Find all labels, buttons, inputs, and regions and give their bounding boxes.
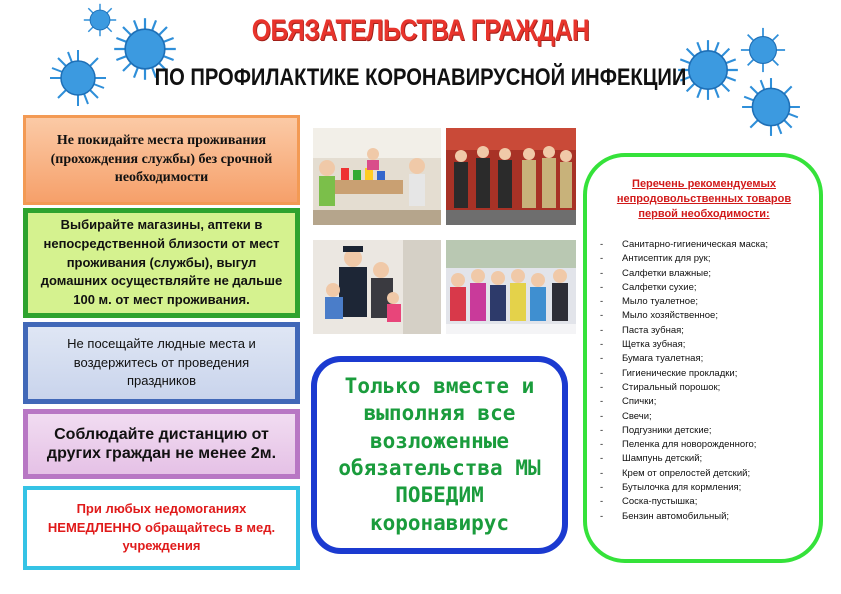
list-item [600, 338, 815, 352]
list-item [600, 467, 815, 481]
photo-cadets-parade [446, 128, 576, 225]
rule-text: Соблюдайте дистанцию от других граждан не менее 2м. [46, 425, 277, 462]
rule-stay-home [23, 115, 300, 205]
bullet-dash: - [600, 310, 604, 322]
list-item-text: Бутылочка для кормления; [622, 482, 742, 494]
list-item-text: Пеленка для новорожденного; [622, 439, 757, 451]
bullet-dash: - [600, 467, 604, 479]
list-item [600, 495, 815, 509]
list-item [600, 395, 815, 409]
rule-text: Не посещайте людные места и воздержитесь от проведения праздников [67, 335, 256, 389]
bullet-dash: - [600, 439, 604, 451]
list-item-text: Салфетки сухие; [622, 281, 697, 293]
list-item-text: Стиральный порошок; [622, 381, 721, 393]
bullet-dash: - [600, 424, 604, 436]
photo-children-group [446, 240, 576, 334]
bullet-dash: - [600, 239, 604, 250]
goods-list-title: Перечень рекомендуемых непродовольственных товаров первой необходимости: [616, 178, 792, 220]
bullet-dash: - [600, 510, 604, 522]
list-item-text: Спички; [622, 396, 657, 408]
list-item [600, 452, 815, 466]
rule-text: Выбирайте магазины, аптеки в непосредственной близости от мест проживания (службы), выгул домашних осуществляйте не дальше 100 м. от мест проживания. [40, 216, 283, 308]
rule-text: При любых недомоганиях НЕМЕДЛЕННО обращайтесь в мед. учреждения [47, 500, 276, 554]
list-item-text: Свечи; [622, 410, 652, 422]
bullet-dash: - [600, 253, 604, 265]
list-item [600, 510, 815, 524]
photo-children-playing [313, 128, 441, 225]
list-item [600, 381, 815, 395]
list-item [600, 481, 815, 495]
page-subtitle: ПО ПРОФИЛАКТИКЕ КОРОНАВИРУСНОЙ ИНФЕКЦИИ [154, 64, 687, 91]
slogan-text: Только вместе и выполняя все возложенные обязательства МЫ ПОБЕДИМ коронавирус [338, 374, 541, 535]
bullet-dash: - [600, 324, 604, 336]
page-title: ОБЯЗАТЕЛЬСТВА ГРАЖДАН [251, 14, 590, 47]
rule-avoid-crowds [23, 322, 300, 404]
list-item [600, 410, 815, 424]
bullet-dash: - [600, 367, 604, 379]
list-item [600, 281, 815, 295]
list-item [600, 295, 815, 309]
list-item [600, 252, 815, 266]
list-item-text: Шампунь детский; [622, 453, 703, 465]
list-item-text: Подгузники детские; [622, 424, 712, 436]
bullet-dash: - [600, 410, 604, 422]
rule-nearby-shops [23, 208, 300, 318]
list-item-text: Бензин автомобильный; [622, 510, 730, 522]
rule-text: Не покидайте места проживания (прохождения службы) без срочной необходимости [50, 132, 273, 186]
photo-officer-with-family [313, 240, 441, 334]
bullet-dash: - [600, 353, 604, 365]
bullet-dash: - [600, 453, 604, 465]
list-item-text: Соска-пустышка; [622, 496, 698, 508]
bullet-dash: - [600, 296, 604, 308]
list-item-text: Салфетки влажные; [622, 267, 712, 279]
list-item-text: Бумага туалетная; [622, 353, 704, 365]
list-item [600, 324, 815, 338]
list-item-text: Санитарно-гигиеническая маска; [622, 239, 768, 250]
bullet-dash: - [600, 496, 604, 508]
list-item [600, 309, 815, 323]
rule-seek-medical-help [23, 486, 300, 570]
list-item-text: Паста зубная; [622, 324, 684, 336]
list-item [600, 438, 815, 452]
rule-keep-distance [23, 409, 300, 479]
slogan-box [311, 356, 568, 554]
list-item [600, 367, 815, 381]
list-item-text: Щетка зубная; [622, 339, 686, 351]
list-item [600, 352, 815, 366]
bullet-dash: - [600, 339, 604, 351]
list-item [600, 238, 815, 252]
list-item [600, 424, 815, 438]
list-item-text: Антисептик для рук; [622, 253, 711, 265]
goods-list [600, 238, 815, 524]
list-item-text: Гигиенические прокладки; [622, 367, 738, 379]
bullet-dash: - [600, 267, 604, 279]
list-item [600, 267, 815, 281]
bullet-dash: - [600, 396, 604, 408]
list-item-text: Крем от опрелостей детский; [622, 467, 751, 479]
list-item-text: Мыло туалетное; [622, 296, 699, 308]
bullet-dash: - [600, 482, 604, 494]
bullet-dash: - [600, 281, 604, 293]
bullet-dash: - [600, 381, 604, 393]
list-item-text: Мыло хозяйственное; [622, 310, 718, 322]
